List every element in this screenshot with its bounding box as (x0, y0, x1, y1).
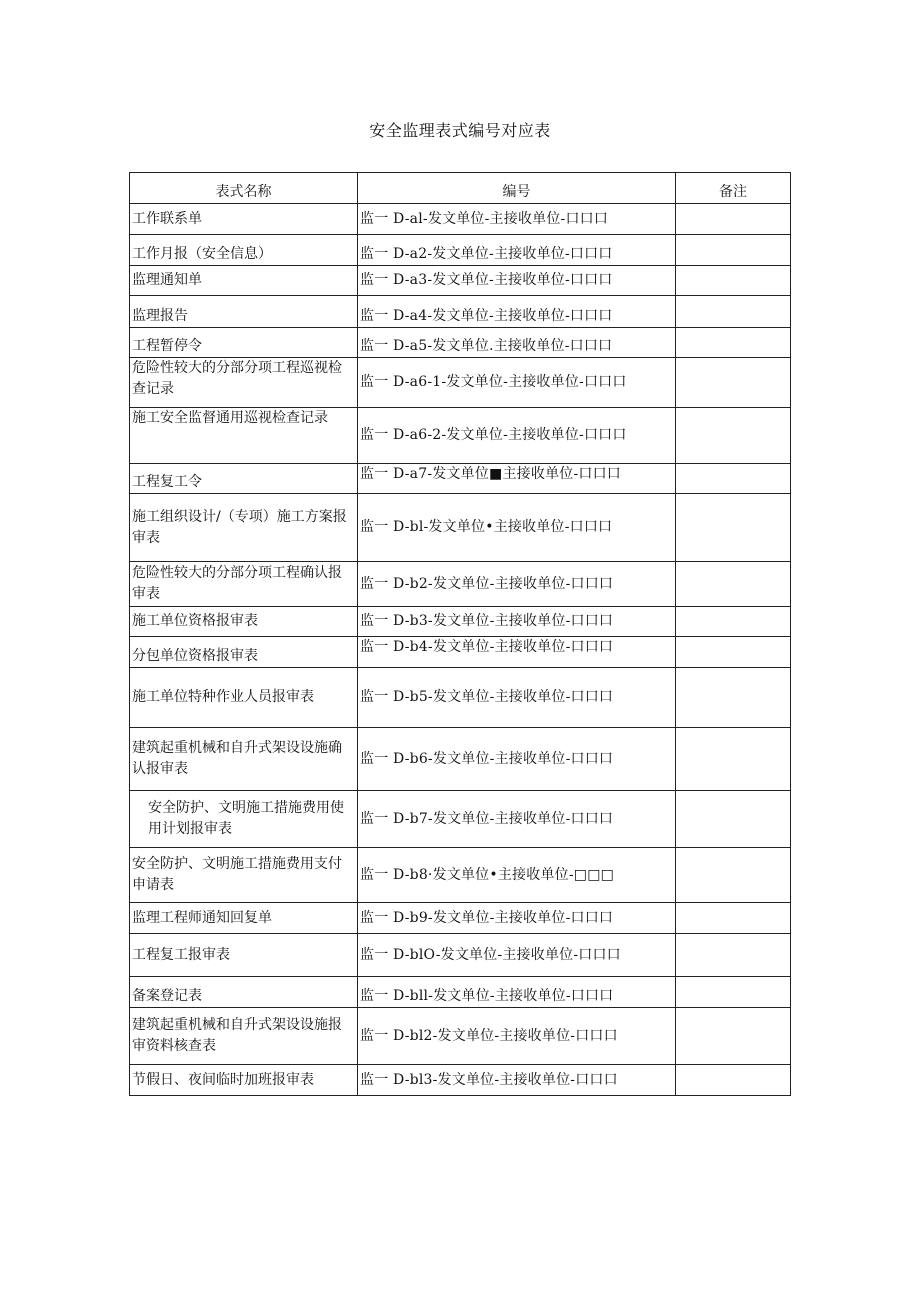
form-name: 施工单位资格报审表 (130, 607, 358, 637)
form-name: 施工单位特种作业人员报审表 (130, 668, 358, 728)
table-row (130, 848, 791, 903)
form-name: 备案登记表 (130, 977, 358, 1008)
table-header-row (130, 173, 791, 204)
form-remark (676, 266, 791, 296)
table-row (130, 358, 791, 408)
form-code: 监一 D-b8·发文单位•主接收单位-□□□ (358, 848, 676, 903)
form-code: 监一 D-a2-发文单位-主接收单位-口口口 (358, 235, 676, 266)
table-row (130, 977, 791, 1008)
form-remark (676, 358, 791, 408)
form-remark (676, 607, 791, 637)
form-code: 监一 D-b3-发文单位-主接收单位-口口口 (358, 607, 676, 637)
form-remark (676, 934, 791, 977)
table-row (130, 562, 791, 607)
form-name: 工作联系单 (130, 204, 358, 235)
form-remark (676, 562, 791, 607)
form-code: 监一 D-b2-发文单位-主接收单位-口口口 (358, 562, 676, 607)
header-remark: 备注 (676, 173, 791, 204)
table-row (130, 204, 791, 235)
form-name: 监理工程师通知回复单 (130, 903, 358, 934)
form-name: 建筑起重机械和自升式架设设施确认报审表 (130, 728, 358, 791)
form-code: 监一 D-a6-1-发文单位-主接收单位-口口口 (358, 358, 676, 408)
table-row (130, 934, 791, 977)
form-name: 节假日、夜间临时加班报审表 (130, 1065, 358, 1096)
table-row (130, 791, 791, 848)
form-code: 监一 D-al-发文单位-主接收单位-口口口 (358, 204, 676, 235)
form-code: 监一 D-b7-发文单位-主接收单位-口口口 (358, 791, 676, 848)
form-remark (676, 977, 791, 1008)
form-code: 监一 D-bl2-发文单位-主接收单位-口口口 (358, 1008, 676, 1065)
form-code: 监一 D-b6-发文单位-主接收单位-口口口 (358, 728, 676, 791)
table-row (130, 235, 791, 266)
form-remark (676, 1065, 791, 1096)
form-remark (676, 494, 791, 562)
form-remark (676, 328, 791, 358)
header-name: 表式名称 (130, 173, 358, 204)
form-name: 监理通知单 (130, 266, 358, 296)
form-code: 监一 D-bll-发文单位-主接收单位-口口口 (358, 977, 676, 1008)
form-remark (676, 296, 791, 328)
form-remark (676, 408, 791, 464)
form-name: 危险性较大的分部分项工程确认报审表 (130, 562, 358, 607)
form-name: 分包单位资格报审表 (130, 637, 358, 668)
form-code-table (129, 172, 791, 1096)
form-remark (676, 204, 791, 235)
form-code: 监一 D-b5-发文单位-主接收单位-口口口 (358, 668, 676, 728)
form-name: 安全防护、文明施工措施费用使用计划报审表 (130, 791, 358, 848)
table-row (130, 464, 791, 494)
page-title: 安全监理表式编号对应表 (369, 121, 551, 140)
form-code: 监一 D-a6-2-发文单位-主接收单位-口口口 (358, 408, 676, 464)
header-code: 编号 (358, 173, 676, 204)
table-row (130, 903, 791, 934)
form-remark (676, 637, 791, 668)
form-name: 监理报告 (130, 296, 358, 328)
form-name: 施工安全监督通用巡视检查记录 (130, 408, 358, 464)
form-code: 监一 D-bl-发文单位•主接收单位-口口口 (358, 494, 676, 562)
table-row (130, 408, 791, 464)
form-remark (676, 791, 791, 848)
form-name: 危险性较大的分部分项工程巡视检查记录 (130, 358, 358, 408)
form-name: 施工组织设计/（专项）施工方案报审表 (130, 494, 358, 562)
table-row (130, 637, 791, 668)
table-row (130, 1008, 791, 1065)
table-row (130, 494, 791, 562)
table-row (130, 266, 791, 296)
table-row (130, 328, 791, 358)
form-code: 监一 D-a5-发文单位.主接收单位-口口口 (358, 328, 676, 358)
form-remark (676, 1008, 791, 1065)
form-remark (676, 728, 791, 791)
form-remark (676, 668, 791, 728)
form-code: 监一 D-a7-发文单位■主接收单位-口口口 (358, 464, 676, 494)
form-name: 工程复工令 (130, 464, 358, 494)
table-row (130, 1065, 791, 1096)
form-code: 监一 D-a3-发文单位-主接收单位-口口口 (358, 266, 676, 296)
table-row (130, 607, 791, 637)
table-row (130, 296, 791, 328)
form-code: 监一 D-bl3-发文单位-主接收单位-口口口 (358, 1065, 676, 1096)
form-remark (676, 903, 791, 934)
table-row (130, 728, 791, 791)
form-remark (676, 235, 791, 266)
form-remark (676, 848, 791, 903)
form-code: 监一 D-b4-发文单位-主接收单位-口口口 (358, 637, 676, 668)
table-row (130, 668, 791, 728)
form-name: 安全防护、文明施工措施费用支付申请表 (130, 848, 358, 903)
form-name: 工作月报（安全信息） (130, 235, 358, 266)
form-code: 监一 D-a4-发文单位-主接收单位-口口口 (358, 296, 676, 328)
form-name: 建筑起重机械和自升式架设设施报审资料核查表 (130, 1008, 358, 1065)
form-name: 工程暂停令 (130, 328, 358, 358)
form-code: 监一 D-b9-发文单位-主接收单位-口口口 (358, 903, 676, 934)
form-name: 工程复工报审表 (130, 934, 358, 977)
form-code: 监一 D-blO-发文单位-主接收单位-口口口 (358, 934, 676, 977)
form-remark (676, 464, 791, 494)
